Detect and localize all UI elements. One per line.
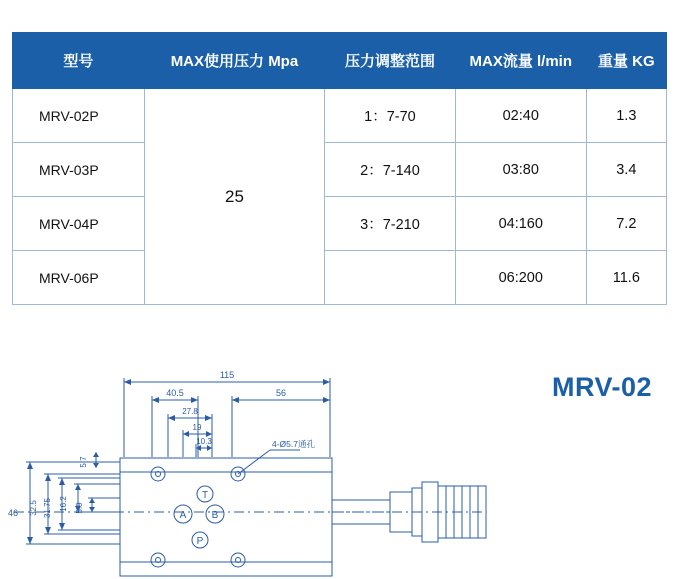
dim-27-8: 27.8 — [182, 407, 198, 416]
cell-weight: 3.4 — [586, 143, 666, 197]
table-header-model: 型号 — [13, 33, 145, 89]
port-label-t: T — [201, 490, 209, 501]
cell-range: 2：7-140 — [325, 143, 456, 197]
cell-max-pressure: 25 — [144, 89, 324, 305]
dim-5-7: 5.7 — [79, 456, 88, 468]
cell-model: MRV-02P — [13, 89, 145, 143]
dim-56: 56 — [275, 388, 287, 398]
table-row — [13, 89, 667, 143]
cell-flow: 04:160 — [455, 197, 586, 251]
cell-model: MRV-04P — [13, 197, 145, 251]
technical-drawing — [0, 322, 680, 579]
port-label-a: A — [179, 510, 187, 521]
table-header-maxp: MAX使用压力 Mpa — [144, 33, 324, 89]
dim-115: 115 — [219, 370, 235, 380]
spec-table — [12, 32, 667, 305]
dim-10-3: 10.3 — [196, 437, 212, 446]
table-header-range: 压力调整范围 — [325, 33, 456, 89]
dim-16-2: 16.2 — [59, 496, 68, 512]
cell-range: 1：7-70 — [325, 89, 456, 143]
cell-flow: 06:200 — [455, 251, 586, 305]
drawing-svg — [0, 322, 680, 579]
table-header-row — [13, 33, 667, 89]
table-header-weight: 重量 KG — [586, 33, 666, 89]
table-row — [13, 251, 667, 305]
dim-5-9: 5.9 — [75, 502, 84, 514]
dim-31-75: 31.75 — [43, 497, 52, 519]
cell-weight: 11.6 — [586, 251, 666, 305]
cell-model: MRV-06P — [13, 251, 145, 305]
dim-40-5: 40.5 — [166, 388, 184, 398]
cell-weight: 7.2 — [586, 197, 666, 251]
drawing-note: 4-Ø5.7通孔 — [272, 439, 315, 449]
dim-46: 46 — [8, 508, 19, 518]
dim-19: 19 — [192, 423, 202, 432]
table-row — [13, 143, 667, 197]
port-label-b: B — [211, 510, 219, 521]
table-row — [13, 197, 667, 251]
drawing-title: MRV-02 — [551, 372, 652, 402]
cell-flow: 03:80 — [455, 143, 586, 197]
port-label-p: P — [196, 536, 204, 547]
table-header-flow: MAX流量 l/min — [455, 33, 586, 89]
dim-32-5: 32.5 — [29, 500, 38, 516]
cell-flow: 02:40 — [455, 89, 586, 143]
cell-model: MRV-03P — [13, 143, 145, 197]
cell-weight: 1.3 — [586, 89, 666, 143]
cell-range — [325, 251, 456, 305]
cell-range: 3：7-210 — [325, 197, 456, 251]
